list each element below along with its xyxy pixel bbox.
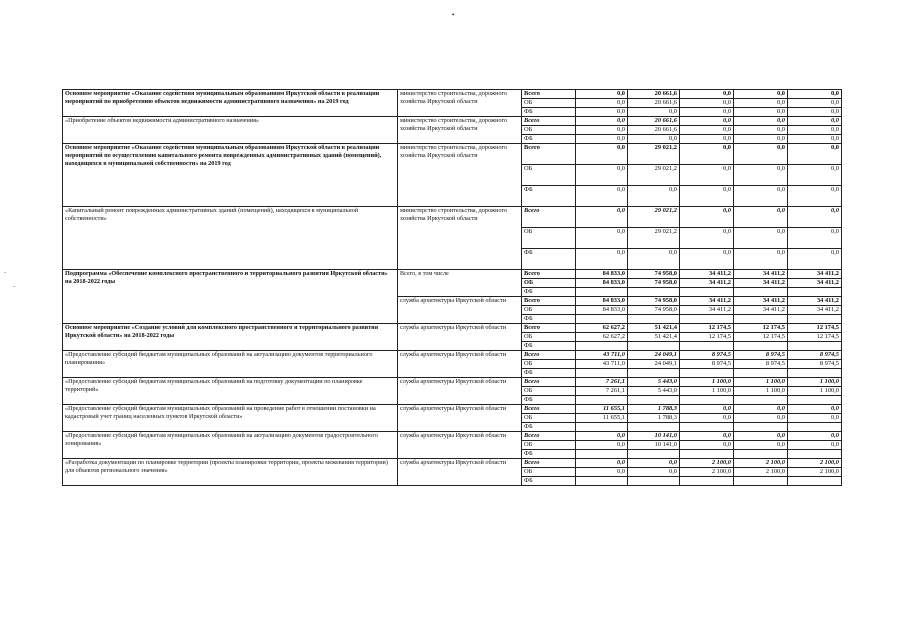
amount-cell: 0,0 [788, 108, 842, 117]
amount-cell: 0,0 [734, 117, 788, 126]
amount-cell: 84 833,0 [576, 306, 628, 315]
funding-source-cell: Всего [522, 459, 576, 468]
amount-cell: 74 958,0 [628, 306, 680, 315]
funding-source-cell: ФБ [522, 450, 576, 459]
responsible-cell: служба архитектуры Иркутской области [398, 459, 522, 486]
amount-cell [680, 450, 734, 459]
amount-cell: 2 100,0 [788, 459, 842, 468]
amount-cell: 0,0 [628, 468, 680, 477]
page-mark: • [452, 11, 455, 19]
funding-source-cell: ОБ [522, 333, 576, 342]
funding-source-cell: Всего [522, 297, 576, 306]
table-row [63, 351, 842, 360]
responsible-cell: министерство строительства, дорожного хозяйства Иркутской области [398, 117, 522, 144]
amount-cell: 12 174,5 [734, 333, 788, 342]
funding-source-cell: ФБ [522, 396, 576, 405]
amount-cell [734, 342, 788, 351]
activity-name-cell: «Предоставление субсидий бюджетам муниципальных образований на подготовку документации по планировке территорий» [63, 378, 398, 405]
funding-source-cell: Всего [522, 432, 576, 441]
amount-cell [788, 342, 842, 351]
amount-cell: 8 974,5 [680, 351, 734, 360]
amount-cell: 74 958,0 [628, 279, 680, 288]
amount-cell: 43 711,0 [576, 351, 628, 360]
amount-cell: 1 788,3 [628, 405, 680, 414]
amount-cell: 29 021,2 [628, 228, 680, 249]
table-row [63, 117, 842, 126]
funding-source-cell: ФБ [522, 288, 576, 297]
amount-cell: 0,0 [788, 99, 842, 108]
amount-cell: 20 661,6 [628, 117, 680, 126]
amount-cell: 12 174,5 [788, 324, 842, 333]
amount-cell [628, 369, 680, 378]
funding-source-cell: Всего [522, 90, 576, 99]
activity-name-cell: «Предоставление субсидий бюджетам муниципальных образований на проведение работ в отношении постановки на кадастровый учет границ населенных пунктов Иркутской области» [63, 405, 398, 432]
funding-source-cell: ОБ [522, 228, 576, 249]
amount-cell: 0,0 [576, 207, 628, 228]
amount-cell: 84 833,0 [576, 279, 628, 288]
amount-cell [576, 315, 628, 324]
table-row [63, 432, 842, 441]
responsible-cell: министерство строительства, дорожного хозяйства Иркутской области [398, 207, 522, 270]
amount-cell: 2 100,0 [734, 468, 788, 477]
amount-cell: 0,0 [576, 441, 628, 450]
amount-cell: 1 100,0 [734, 378, 788, 387]
funding-source-cell: Всего [522, 378, 576, 387]
amount-cell: 0,0 [734, 108, 788, 117]
amount-cell: 0,0 [788, 117, 842, 126]
funding-source-cell: ФБ [522, 369, 576, 378]
funding-source-cell: ФБ [522, 423, 576, 432]
amount-cell: 34 411,2 [788, 306, 842, 315]
amount-cell [734, 450, 788, 459]
amount-cell: 0,0 [788, 228, 842, 249]
amount-cell: 20 661,6 [628, 99, 680, 108]
amount-cell [576, 423, 628, 432]
amount-cell: 0,0 [788, 90, 842, 99]
amount-cell [788, 423, 842, 432]
responsible-cell: служба архитектуры Иркутской области [398, 351, 522, 378]
amount-cell: 74 958,0 [628, 270, 680, 279]
budget-table [62, 89, 842, 486]
amount-cell: 0,0 [680, 441, 734, 450]
amount-cell: 0,0 [734, 126, 788, 135]
amount-cell [628, 396, 680, 405]
amount-cell [788, 288, 842, 297]
funding-source-cell: ФБ [522, 477, 576, 486]
amount-cell: 2 100,0 [788, 468, 842, 477]
amount-cell: 0,0 [680, 99, 734, 108]
amount-cell: 0,0 [576, 99, 628, 108]
amount-cell: 8 974,5 [734, 351, 788, 360]
amount-cell [734, 315, 788, 324]
activity-name-cell: «Предоставление субсидий бюджетам муниципальных образований на актуализацию документов территориального планирования» [63, 351, 398, 378]
amount-cell: 0,0 [576, 459, 628, 468]
responsible-cell: Всего, в том числе [398, 270, 522, 297]
amount-cell [734, 288, 788, 297]
amount-cell: 0,0 [680, 207, 734, 228]
amount-cell: 0,0 [734, 441, 788, 450]
amount-cell: 0,0 [788, 126, 842, 135]
amount-cell [680, 369, 734, 378]
funding-source-cell: Всего [522, 405, 576, 414]
table-row [63, 405, 842, 414]
amount-cell: 7 261,1 [576, 378, 628, 387]
amount-cell: 34 411,2 [680, 306, 734, 315]
funding-source-cell: ФБ [522, 315, 576, 324]
amount-cell: 24 049,1 [628, 360, 680, 369]
amount-cell: 0,0 [734, 135, 788, 144]
funding-source-cell: ОБ [522, 468, 576, 477]
responsible-cell: служба архитектуры Иркутской области [398, 405, 522, 432]
funding-source-cell: ОБ [522, 126, 576, 135]
amount-cell: 0,0 [628, 249, 680, 270]
amount-cell [788, 450, 842, 459]
amount-cell [734, 423, 788, 432]
amount-cell: 12 174,5 [680, 333, 734, 342]
funding-source-cell: ОБ [522, 279, 576, 288]
funding-source-cell: Всего [522, 324, 576, 333]
amount-cell: 0,0 [788, 432, 842, 441]
amount-cell: 0,0 [734, 207, 788, 228]
funding-source-cell: ФБ [522, 135, 576, 144]
amount-cell: 11 655,1 [576, 414, 628, 423]
responsible-cell: служба архитектуры Иркутской области [398, 324, 522, 351]
amount-cell: 34 411,2 [788, 270, 842, 279]
amount-cell: 1 100,0 [788, 378, 842, 387]
amount-cell: 1 100,0 [788, 387, 842, 396]
amount-cell: 34 411,2 [788, 279, 842, 288]
funding-source-cell: ФБ [522, 342, 576, 351]
amount-cell: 1 100,0 [680, 378, 734, 387]
funding-source-cell: ОБ [522, 441, 576, 450]
amount-cell: 0,0 [680, 249, 734, 270]
amount-cell [734, 369, 788, 378]
amount-cell: 20 661,6 [628, 90, 680, 99]
funding-source-cell: ФБ [522, 108, 576, 117]
amount-cell: 34 411,2 [734, 297, 788, 306]
amount-cell: 0,0 [576, 135, 628, 144]
amount-cell: 0,0 [628, 186, 680, 207]
amount-cell: 74 958,0 [628, 297, 680, 306]
amount-cell [680, 396, 734, 405]
amount-cell: 0,0 [734, 144, 788, 165]
amount-cell [734, 396, 788, 405]
amount-cell: 0,0 [680, 108, 734, 117]
amount-cell: 62 627,2 [576, 333, 628, 342]
amount-cell: 0,0 [680, 228, 734, 249]
amount-cell: 62 627,2 [576, 324, 628, 333]
amount-cell [628, 315, 680, 324]
amount-cell: 0,0 [788, 249, 842, 270]
amount-cell: 0,0 [680, 135, 734, 144]
table-row [63, 378, 842, 387]
amount-cell: 20 661,6 [628, 126, 680, 135]
activity-name-cell: Основное мероприятие «Оказание содействия муниципальным образованиям Иркутской области в реализации мероприятий по приобретению объектов недвижимости административного назначения» на 2019 год [63, 90, 398, 117]
amount-cell: 0,0 [576, 468, 628, 477]
amount-cell: 34 411,2 [788, 297, 842, 306]
amount-cell: 0,0 [628, 108, 680, 117]
amount-cell: 12 174,5 [680, 324, 734, 333]
amount-cell: 29 021,2 [628, 207, 680, 228]
amount-cell: 34 411,2 [680, 297, 734, 306]
amount-cell: 0,0 [734, 90, 788, 99]
funding-source-cell: ОБ [522, 306, 576, 315]
amount-cell: 0,0 [734, 249, 788, 270]
amount-cell: 5 443,0 [628, 378, 680, 387]
amount-cell: 0,0 [576, 165, 628, 186]
amount-cell: 8 974,5 [788, 351, 842, 360]
activity-name-cell: «Предоставление субсидий бюджетам муниципальных образований на актуализацию документов градостроительного зонирования» [63, 432, 398, 459]
amount-cell: 34 411,2 [680, 270, 734, 279]
amount-cell: 34 411,2 [734, 279, 788, 288]
amount-cell: 12 174,5 [734, 324, 788, 333]
amount-cell: 0,0 [734, 186, 788, 207]
amount-cell: 0,0 [788, 441, 842, 450]
amount-cell: 2 100,0 [680, 459, 734, 468]
margin-mark: - [13, 284, 15, 290]
amount-cell [576, 369, 628, 378]
funding-source-cell: ОБ [522, 360, 576, 369]
activity-name-cell: Основное мероприятие «Оказание содействия муниципальным образованиям Иркутской области в реализации мероприятий по осуществлению капитального ремонта поврежденных административных зданий (помещений), находящихся в муниципальной собственности» на 2019 год [63, 144, 398, 207]
table-row [63, 207, 842, 228]
amount-cell: 0,0 [680, 405, 734, 414]
responsible-cell: министерство строительства, дорожного хозяйства Иркутской области [398, 144, 522, 207]
responsible-cell: министерство строительства, дорожного хозяйства Иркутской области [398, 90, 522, 117]
amount-cell: 10 141,0 [628, 432, 680, 441]
amount-cell [680, 315, 734, 324]
amount-cell: 34 411,2 [680, 279, 734, 288]
funding-source-cell: Всего [522, 207, 576, 228]
amount-cell: 5 443,0 [628, 387, 680, 396]
amount-cell: 0,0 [788, 186, 842, 207]
amount-cell: 0,0 [576, 90, 628, 99]
amount-cell: 0,0 [628, 135, 680, 144]
amount-cell: 0,0 [734, 99, 788, 108]
amount-cell: 0,0 [734, 414, 788, 423]
funding-source-cell: ОБ [522, 414, 576, 423]
amount-cell: 34 411,2 [734, 270, 788, 279]
amount-cell [628, 450, 680, 459]
amount-cell: 8 974,5 [680, 360, 734, 369]
amount-cell: 34 411,2 [734, 306, 788, 315]
amount-cell [576, 450, 628, 459]
amount-cell: 0,0 [680, 144, 734, 165]
amount-cell [576, 288, 628, 297]
amount-cell [628, 423, 680, 432]
amount-cell: 2 100,0 [734, 459, 788, 468]
funding-source-cell: ФБ [522, 186, 576, 207]
funding-source-cell: Всего [522, 144, 576, 165]
amount-cell: 0,0 [680, 186, 734, 207]
table-row [63, 324, 842, 333]
amount-cell [628, 288, 680, 297]
amount-cell: 84 833,0 [576, 270, 628, 279]
amount-cell [576, 342, 628, 351]
amount-cell: 1 100,0 [734, 387, 788, 396]
amount-cell: 29 021,2 [628, 144, 680, 165]
amount-cell: 0,0 [576, 108, 628, 117]
amount-cell: 0,0 [680, 165, 734, 186]
amount-cell: 0,0 [680, 90, 734, 99]
amount-cell [788, 369, 842, 378]
amount-cell: 2 100,0 [680, 468, 734, 477]
amount-cell: 0,0 [734, 405, 788, 414]
amount-cell: 0,0 [576, 186, 628, 207]
amount-cell: 11 655,1 [576, 405, 628, 414]
activity-name-cell: Подпрограмма «Обеспечение комплексного пространственного и территориального развития Иркутской области» на 2018-2022 годы [63, 270, 398, 324]
activity-name-cell: «Разработка документации по планировке территории (проекты планировки территории, проекты межевания территории) для объектов регионального значения» [63, 459, 398, 486]
amount-cell [680, 477, 734, 486]
amount-cell: 84 833,0 [576, 297, 628, 306]
amount-cell [788, 315, 842, 324]
amount-cell: 0,0 [576, 117, 628, 126]
amount-cell: 0,0 [628, 459, 680, 468]
amount-cell: 0,0 [734, 165, 788, 186]
table-row [63, 144, 842, 165]
amount-cell: 1 788,3 [628, 414, 680, 423]
amount-cell: 0,0 [680, 432, 734, 441]
amount-cell: 8 974,5 [734, 360, 788, 369]
responsible-cell: служба архитектуры Иркутской области [398, 297, 522, 324]
amount-cell [734, 477, 788, 486]
amount-cell: 51 421,4 [628, 324, 680, 333]
amount-cell: 0,0 [734, 432, 788, 441]
amount-cell: 10 141,0 [628, 441, 680, 450]
funding-source-cell: Всего [522, 270, 576, 279]
amount-cell: 0,0 [788, 135, 842, 144]
amount-cell: 0,0 [680, 414, 734, 423]
amount-cell: 0,0 [788, 414, 842, 423]
amount-cell [788, 396, 842, 405]
amount-cell: 43 711,0 [576, 360, 628, 369]
responsible-cell: служба архитектуры Иркутской области [398, 432, 522, 459]
amount-cell: 0,0 [576, 228, 628, 249]
amount-cell [680, 288, 734, 297]
funding-source-cell: ОБ [522, 387, 576, 396]
activity-name-cell: «Приобретение объектов недвижимости административного назначения» [63, 117, 398, 144]
amount-cell: 0,0 [788, 207, 842, 228]
amount-cell: 0,0 [576, 432, 628, 441]
amount-cell: 51 421,4 [628, 333, 680, 342]
amount-cell: 0,0 [680, 117, 734, 126]
amount-cell: 0,0 [576, 144, 628, 165]
funding-source-cell: Всего [522, 117, 576, 126]
funding-source-cell: Всего [522, 351, 576, 360]
amount-cell [628, 477, 680, 486]
amount-cell: 12 174,5 [788, 333, 842, 342]
amount-cell [680, 423, 734, 432]
amount-cell: 8 974,5 [788, 360, 842, 369]
activity-name-cell: «Капитальный ремонт поврежденных административных зданий (помещений), находящихся в муниципальной собственности» [63, 207, 398, 270]
funding-source-cell: ФБ [522, 249, 576, 270]
table-row [63, 90, 842, 99]
amount-cell: 0,0 [788, 405, 842, 414]
funding-source-cell: ОБ [522, 99, 576, 108]
amount-cell [576, 396, 628, 405]
table-row [63, 459, 842, 468]
table-row [63, 270, 842, 279]
amount-cell [788, 477, 842, 486]
amount-cell: 0,0 [788, 165, 842, 186]
amount-cell [576, 477, 628, 486]
amount-cell: 24 049,1 [628, 351, 680, 360]
amount-cell [680, 342, 734, 351]
amount-cell [628, 342, 680, 351]
amount-cell: 0,0 [576, 249, 628, 270]
amount-cell: 1 100,0 [680, 387, 734, 396]
amount-cell: 0,0 [734, 228, 788, 249]
responsible-cell: служба архитектуры Иркутской области [398, 378, 522, 405]
activity-name-cell: Основное мероприятие «Создание условий для комплексного пространственного и территориального развития Иркутской области» на 2018-2022 годы [63, 324, 398, 351]
amount-cell: 7 261,1 [576, 387, 628, 396]
amount-cell: 0,0 [576, 126, 628, 135]
margin-mark: - [4, 270, 6, 276]
amount-cell: 0,0 [680, 126, 734, 135]
funding-source-cell: ОБ [522, 165, 576, 186]
amount-cell: 0,0 [788, 144, 842, 165]
amount-cell: 29 021,2 [628, 165, 680, 186]
